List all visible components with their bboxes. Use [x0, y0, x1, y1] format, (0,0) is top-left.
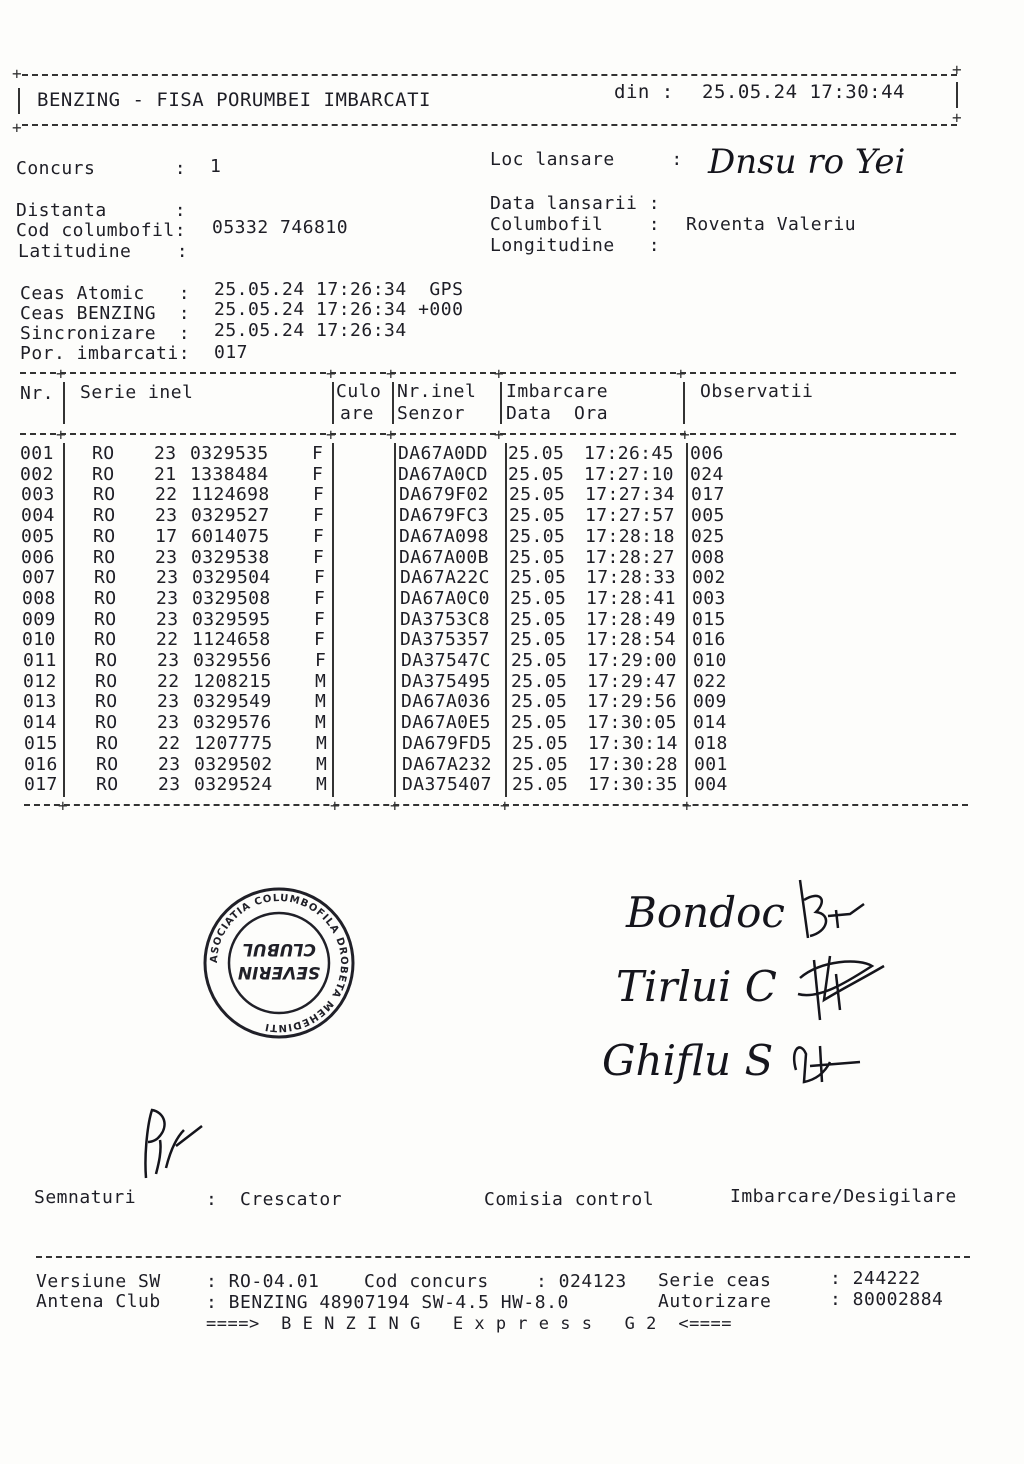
cell-nr: 015 [24, 732, 58, 754]
table-row [0, 629, 1000, 650]
cell-sex: M [316, 753, 328, 775]
col-header-nr: Nr. [20, 383, 55, 404]
cell-time: 17:28:18 [585, 525, 675, 547]
cell-ring: 1338484 [190, 463, 269, 485]
cell-date: 25.05 [512, 753, 569, 775]
cell-ring: 0329549 [193, 691, 272, 713]
cell-nr: 006 [21, 546, 55, 568]
por-imbarcati-label: Por. imbarcati: [20, 343, 191, 364]
cell-nr: 017 [24, 774, 58, 796]
cell-country: RO [94, 608, 117, 630]
cell-obs: 022 [693, 670, 727, 692]
cell-ring: 0329502 [194, 753, 273, 775]
cell-sensor: DA37547C [401, 650, 491, 671]
cell-sex: F [312, 463, 324, 485]
semnaturi-sep: : [206, 1189, 218, 1210]
cell-obs: 024 [690, 463, 724, 485]
cell-obs: 016 [692, 629, 726, 651]
table-row [0, 650, 1000, 671]
comisia-control-label: Comisia control [484, 1189, 655, 1210]
document-title: BENZING - FISA PORUMBEI IMBARCATI [37, 89, 431, 111]
imbarcare-desigilare-label: Imbarcare/Desigilare [730, 1186, 957, 1207]
signature-scribbles [780, 870, 900, 1100]
cell-time: 17:30:05 [587, 712, 677, 734]
table-row [0, 464, 1000, 485]
cell-sex: F [313, 525, 325, 547]
cell-date: 25.05 [510, 629, 567, 651]
table-body [0, 443, 1024, 803]
cell-time: 17:30:35 [588, 774, 678, 796]
cell-sensor: DA67A00B [399, 546, 489, 568]
col-header-culoare-2: are [340, 403, 375, 424]
cell-sensor: DA375357 [400, 629, 490, 651]
cell-country: RO [94, 587, 117, 609]
por-imbarcati-value: 017 [214, 342, 249, 363]
cell-obs: 004 [694, 774, 728, 796]
ceas-benzing-label: Ceas BENZING : [20, 303, 191, 324]
cell-year: 23 [158, 753, 181, 775]
cell-time: 17:29:56 [587, 691, 677, 713]
cell-sensor: DA67A036 [401, 691, 491, 713]
cell-date: 25.05 [511, 712, 568, 734]
distanta-label: Distanta : [16, 200, 187, 221]
cell-time: 17:29:00 [587, 650, 677, 671]
col-header-nrinel-2: Senzor [397, 403, 466, 424]
cell-date: 25.05 [508, 443, 565, 464]
col-header-serie: Serie inel [80, 382, 194, 403]
cell-obs: 017 [691, 484, 725, 506]
cell-ring: 0329508 [192, 587, 271, 609]
col-header-culoare-1: Culo [336, 381, 382, 402]
cell-nr: 001 [20, 443, 54, 464]
cell-ring: 6014075 [191, 525, 270, 547]
loc-lansare-label: Loc lansare : [490, 149, 683, 170]
cell-year: 22 [155, 484, 178, 506]
stamp-outer-text: ASOCIATIA COLUMBOFILA DROBETA MEHEDINTI [208, 892, 350, 1034]
date-label: din : [614, 81, 674, 103]
cell-nr: 009 [22, 608, 56, 630]
stamp-line-1: CLUBUL [242, 939, 316, 959]
cell-ring: 1124698 [191, 484, 270, 506]
cell-obs: 009 [693, 691, 727, 713]
cell-sensor: DA375407 [402, 774, 492, 796]
cell-date: 25.05 [511, 691, 568, 713]
cell-country: RO [93, 546, 116, 568]
cell-country: RO [94, 567, 117, 589]
crescator-label: Crescator [240, 1189, 343, 1210]
cell-sex: M [316, 732, 328, 754]
cell-sensor: DA67A0CD [398, 463, 488, 485]
concurs-value: 1 [210, 156, 222, 177]
antena-club-label: Antena Club [36, 1291, 161, 1312]
cell-date: 25.05 [510, 587, 567, 609]
cell-year: 17 [155, 525, 178, 547]
cell-sensor: DA679FC3 [399, 505, 489, 527]
cell-country: RO [93, 525, 116, 547]
cell-time: 17:30:28 [588, 753, 678, 775]
cell-date: 25.05 [508, 463, 565, 485]
cell-sex: F [315, 650, 327, 671]
signature-mark-1 [800, 880, 864, 938]
date-value: 25.05.24 17:30:44 [702, 81, 905, 103]
cell-year: 23 [157, 650, 180, 671]
versiune-sw-label: Versiune SW [36, 1271, 161, 1292]
ceas-atomic-label: Ceas Atomic : [20, 283, 191, 304]
cell-date: 25.05 [512, 732, 569, 754]
cell-time: 17:28:49 [586, 608, 676, 630]
sincronizare-label: Sincronizare : [20, 323, 191, 344]
semnaturi-label: Semnaturi [34, 1187, 137, 1208]
table-row [0, 733, 1000, 754]
cell-sex: M [315, 712, 327, 734]
cell-sensor: DA679F02 [399, 484, 489, 506]
columbofil-label: Columbofil : [490, 214, 661, 235]
table-row [0, 671, 1000, 692]
cell-sex: M [315, 670, 327, 692]
cell-date: 25.05 [511, 650, 568, 671]
cell-sensor: DA67A0E5 [401, 712, 491, 734]
cell-ring: 0329524 [194, 774, 273, 796]
cell-sensor: DA3753C8 [400, 608, 490, 630]
cell-date: 25.05 [510, 567, 567, 589]
cell-obs: 005 [691, 505, 725, 527]
versiune-sw-value: : RO-04.01 [206, 1271, 320, 1292]
cell-sex: F [314, 608, 326, 630]
cell-time: 17:28:54 [586, 629, 676, 651]
autorizare-value: : 80002884 [830, 1289, 944, 1310]
table-row [0, 774, 1000, 795]
cell-nr: 004 [21, 505, 55, 527]
cell-nr: 003 [21, 484, 55, 506]
col-header-observatii: Observatii [700, 381, 814, 402]
cell-nr: 012 [23, 670, 57, 692]
cell-obs: 010 [693, 650, 727, 671]
cell-ring: 0329535 [190, 443, 269, 464]
cell-time: 17:28:27 [585, 546, 675, 568]
cell-nr: 014 [23, 712, 57, 734]
longitudine-label: Longitudine : [490, 235, 661, 256]
cell-sex: M [316, 774, 328, 796]
cell-time: 17:27:57 [585, 505, 675, 527]
col-header-imbarcare-2: Data Ora [506, 403, 609, 424]
handwritten-name-3: Ghiflu S [602, 1036, 774, 1085]
table-row [0, 505, 1000, 526]
table-row [0, 691, 1000, 712]
cell-date: 25.05 [509, 546, 566, 568]
cell-country: RO [95, 712, 118, 734]
cell-time: 17:28:41 [586, 587, 676, 609]
cell-obs: 008 [691, 546, 725, 568]
cell-sensor: DA67A22C [400, 567, 490, 589]
cell-sex: F [312, 443, 324, 464]
cell-nr: 011 [23, 650, 57, 671]
table-row [0, 547, 1000, 568]
handwritten-name-2: Tirlui C [616, 962, 777, 1011]
cell-ring: 0329576 [193, 712, 272, 734]
cell-ring: 0329538 [191, 546, 270, 568]
cell-date: 25.05 [512, 774, 569, 796]
cell-sensor: DA375495 [401, 670, 491, 692]
cell-obs: 018 [694, 732, 728, 754]
serie-ceas-label: Serie ceas [658, 1270, 772, 1291]
cod-concurs-value: : 024123 [536, 1271, 627, 1292]
cell-sex: M [315, 691, 327, 713]
cell-time: 17:26:45 [584, 443, 674, 464]
cell-country: RO [95, 650, 118, 671]
cell-country: RO [96, 753, 119, 775]
cell-year: 23 [158, 774, 181, 796]
col-header-imbarcare-1: Imbarcare [506, 381, 609, 402]
signature-mark-3 [794, 1046, 860, 1082]
table-row [0, 443, 1000, 464]
cell-country: RO [94, 629, 117, 651]
cell-ring: 0329595 [192, 608, 271, 630]
antena-club-value: : BENZING 48907194 SW-4.5 HW-8.0 [206, 1292, 569, 1313]
cell-date: 25.05 [510, 608, 567, 630]
cell-year: 23 [156, 608, 179, 630]
cell-nr: 002 [20, 463, 54, 485]
cell-date: 25.05 [509, 505, 566, 527]
cell-date: 25.05 [511, 670, 568, 692]
cod-columbofil-value: 05332 746810 [212, 217, 349, 238]
cell-country: RO [93, 505, 116, 527]
cell-nr: 016 [24, 753, 58, 775]
cell-time: 17:29:47 [587, 670, 677, 692]
cell-obs: 014 [693, 712, 727, 734]
cell-country: RO [92, 463, 115, 485]
cell-sex: F [313, 484, 325, 506]
cell-sensor: DA679FD5 [402, 732, 492, 754]
col-header-nrinel-1: Nr.inel [397, 381, 477, 402]
concurs-label: Concurs : [16, 158, 187, 179]
cell-time: 17:30:14 [588, 732, 678, 754]
cell-obs: 006 [690, 443, 724, 464]
ceas-benzing-value: 25.05.24 17:26:34 +000 [214, 299, 464, 320]
serie-ceas-value: : 244222 [830, 1268, 921, 1289]
data-lansarii-label: Data lansarii : [490, 193, 661, 214]
cell-ring: 0329556 [193, 650, 272, 671]
cell-sensor: DA67A232 [402, 753, 492, 775]
cell-country: RO [92, 443, 115, 464]
cell-obs: 025 [691, 525, 725, 547]
cell-sex: F [314, 587, 326, 609]
table-row [0, 567, 1000, 588]
cell-obs: 015 [692, 608, 726, 630]
cell-time: 17:27:34 [585, 484, 675, 506]
cell-year: 23 [157, 691, 180, 713]
cell-obs: 001 [694, 753, 728, 775]
columbofil-value: Roventa Valeriu [686, 214, 857, 235]
autorizare-label: Autorizare [658, 1291, 772, 1312]
crescator-signature [136, 1102, 216, 1182]
cell-country: RO [96, 732, 119, 754]
cell-year: 23 [155, 505, 178, 527]
cell-obs: 003 [692, 587, 726, 609]
cell-ring: 0329504 [192, 567, 271, 589]
cell-country: RO [93, 484, 116, 506]
table-row [0, 712, 1000, 733]
cell-ring: 1124658 [192, 629, 271, 651]
sincronizare-value: 25.05.24 17:26:34 [214, 320, 407, 341]
cell-country: RO [95, 691, 118, 713]
cell-ring: 1207775 [194, 732, 273, 754]
stamp-line-2: SEVERIN [237, 962, 321, 982]
cell-year: 23 [156, 587, 179, 609]
loc-lansare-handwritten: Dnsu ro Yei [708, 142, 906, 182]
cell-time: 17:28:33 [586, 567, 676, 589]
cell-nr: 005 [21, 525, 55, 547]
signature-mark-2 [798, 956, 884, 1020]
brand-line: ====> B E N Z I N G E x p r e s s G 2 <==== [206, 1314, 733, 1334]
cell-nr: 008 [22, 587, 56, 609]
cell-obs: 002 [692, 567, 726, 589]
cell-ring: 1208215 [193, 670, 272, 692]
table-row [0, 609, 1000, 630]
table-row [0, 588, 1000, 609]
cell-sex: F [313, 546, 325, 568]
cell-date: 25.05 [509, 484, 566, 506]
cell-country: RO [96, 774, 119, 796]
club-stamp [200, 884, 358, 1042]
cell-year: 23 [154, 443, 177, 464]
cell-time: 17:27:10 [584, 463, 674, 485]
cell-sex: F [314, 629, 326, 651]
cod-columbofil-label: Cod columbofil: [16, 220, 187, 241]
cell-year: 22 [158, 732, 181, 754]
cell-country: RO [95, 670, 118, 692]
cell-nr: 007 [22, 567, 56, 589]
cell-year: 22 [157, 670, 180, 692]
ceas-atomic-value: 25.05.24 17:26:34 GPS [214, 279, 464, 300]
cell-sex: F [314, 567, 326, 589]
cell-ring: 0329527 [191, 505, 270, 527]
cell-year: 21 [154, 463, 177, 485]
cell-year: 23 [157, 712, 180, 734]
cell-year: 22 [156, 629, 179, 651]
handwritten-name-1: Bondoc [626, 888, 785, 937]
table-row [0, 754, 1000, 775]
cell-sensor: DA67A0DD [398, 443, 488, 464]
table-row [0, 526, 1000, 547]
table-row [0, 484, 1000, 505]
latitudine-label: Latitudine : [18, 241, 189, 262]
cell-sensor: DA67A098 [399, 525, 489, 547]
cell-date: 25.05 [509, 525, 566, 547]
cell-year: 23 [156, 567, 179, 589]
cell-nr: 013 [23, 691, 57, 713]
cell-year: 23 [155, 546, 178, 568]
cell-nr: 010 [22, 629, 56, 651]
cell-sensor: DA67A0C0 [400, 587, 490, 609]
cell-sex: F [313, 505, 325, 527]
cod-concurs-label: Cod concurs [364, 1271, 489, 1292]
